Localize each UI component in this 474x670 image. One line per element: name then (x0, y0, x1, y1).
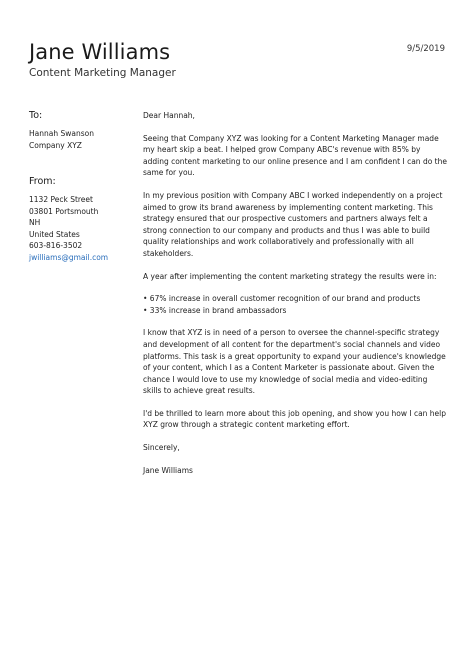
applicant-job-title: Content Marketing Manager (29, 67, 176, 79)
recipient-heading: To: (29, 110, 43, 121)
results-list-item: • 33% increase in brand ambassadors (143, 305, 287, 315)
letter-paragraph-2: In my previous position with Company ABC I worked independently on a project aimed to grow its brand awareness by implementing content marketing. This strategy ensured that our prospective customers and partners always felt a strong connection to our company and products and thus I was able to build quality relationships and work collaboratively and professionally with all stakeholders. (143, 190, 443, 258)
sender-state: NH (29, 218, 41, 228)
letter-paragraph-3: A year after implementing the content marketing strategy the results were in: (143, 271, 437, 281)
sender-country: United States (29, 229, 80, 239)
results-list (143, 293, 447, 316)
recipient-company: Company XYZ (29, 140, 82, 150)
letter-paragraph-1: Seeing that Company XYZ was looking for a Content Marketing Manager made my heart skip a beat. I helped grow Company ABC's revenue with 85% by adding content marketing to our online presence and I am confident I can do the same for you. (143, 133, 447, 178)
sender-block (29, 176, 124, 264)
recipient-name: Hannah Swanson (29, 129, 94, 138)
letter-salutation: Dear Hannah, (143, 111, 195, 120)
recipient-block (29, 110, 124, 151)
letter-closing: Sincerely, (143, 443, 180, 453)
results-list-item: • 67% increase in overall customer recognition of our brand and products (143, 294, 421, 304)
applicant-name: Jane Williams (29, 40, 171, 64)
sender-city: 03801 Portsmouth (29, 206, 99, 216)
sender-email-link[interactable]: jwilliams@gmail.com (29, 252, 109, 262)
letter-paragraph-4: I know that XYZ is in need of a person to oversee the channel-specific strategy and development of all content for the department's social channels and video platforms. This task is a great opportunity to expand your audience's knowledge of your content, which I as a Content Marketer is passionate about. Given the chance I would love to use my knowledge of social media and video-editing skills to achieve great results. (143, 328, 446, 396)
sender-street: 1132 Peck Street (29, 195, 93, 204)
letter-body (143, 110, 447, 487)
letter-date: 9/5/2019 (406, 44, 445, 54)
sender-heading: From: (29, 176, 56, 187)
sender-phone: 603-816-3502 (29, 241, 83, 251)
letter-signature: Jane Williams (143, 465, 193, 475)
letter-paragraph-5: I'd be thrilled to learn more about this job opening, and show you how I can help XYZ grow through a strategic content marketing effort. (143, 408, 447, 430)
